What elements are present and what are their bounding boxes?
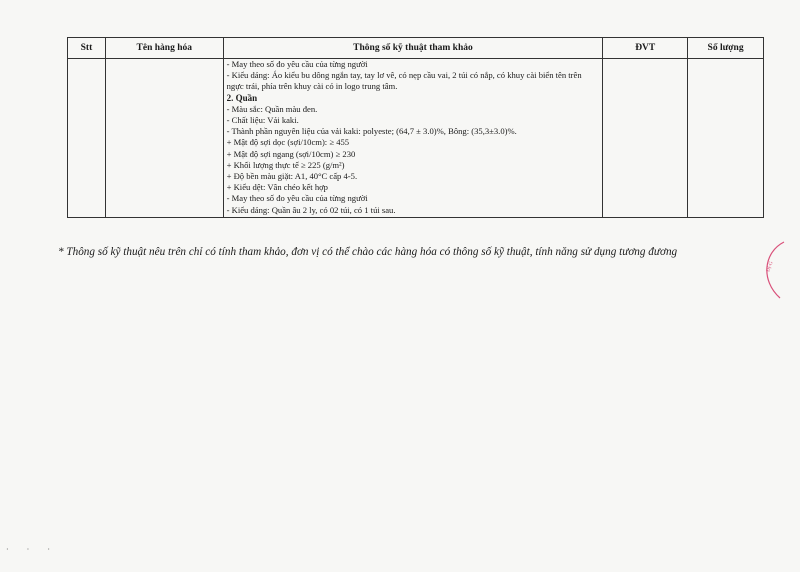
- spec-line: - Chất liệu: Vải kaki.: [226, 115, 299, 126]
- spec-line: + Mật độ sợi ngang (sợi/10cm) ≥ 230: [226, 148, 356, 159]
- cell-unit: [603, 59, 688, 218]
- cell-item-name: [105, 59, 223, 218]
- spec-line: + Kiểu dệt: Vân chéo kết hợp: [226, 182, 328, 193]
- spec-line: + Độ bền màu giặt: A1, 40°C cấp 4-5.: [226, 171, 358, 182]
- spec-line: - Thành phần nguyên liệu của vải kaki: polyeste; (64,7 ± 3.0)%, Bông: (35,3±3.0)%.: [226, 126, 517, 137]
- spec-line: + Mật độ sợi dọc (sợi/10cm): ≥ 455: [226, 137, 350, 148]
- footnote: * Thông số kỹ thuật nêu trên chỉ có tính tham khảo, đơn vị có thể chào các hàng hóa có thông số kỹ thuật, tính năng sử dụng tương đương: [58, 246, 678, 258]
- header-unit: ĐVT: [603, 38, 688, 59]
- cell-spec: [223, 59, 603, 218]
- section-heading: 2. Quần: [226, 92, 258, 103]
- cell-quantity: [688, 59, 764, 218]
- scan-marks: · · ·: [6, 545, 58, 554]
- stamp-text: ĐỊ-G: [766, 261, 775, 273]
- spec-line: - May theo số đo yêu cầu của từng người: [226, 59, 368, 69]
- stamp-fragment: [756, 240, 786, 300]
- spec-line: - May theo số đo yêu cầu của từng người: [226, 193, 368, 204]
- header-quantity: Số lượng: [688, 38, 764, 59]
- cell-stt: [68, 59, 106, 218]
- spec-line: + Khối lượng thực tế ≥ 225 (g/m²): [226, 159, 345, 170]
- spec-table: [67, 37, 764, 218]
- table-row: [68, 59, 764, 218]
- spec-line: - Màu sắc: Quần màu đen.: [226, 103, 318, 114]
- spec-line: - Kiểu dáng: Quần âu 2 ly, có 02 túi, có 1 túi sau.: [226, 204, 396, 215]
- spec-line: - Kiểu dáng: Áo kiểu bu dông ngắn tay, tay lơ vê, có nẹp cầu vai, 2 túi có nắp, có khuy cài biển tên trên ngực trái, phía trên khuy cài có in logo trung tâm.: [226, 70, 582, 92]
- header-stt: Stt: [68, 38, 106, 59]
- header-item-name: Tên hàng hóa: [105, 38, 223, 59]
- table-header-row: [68, 38, 764, 59]
- header-spec: Thông số kỹ thuật tham khảo: [223, 38, 603, 59]
